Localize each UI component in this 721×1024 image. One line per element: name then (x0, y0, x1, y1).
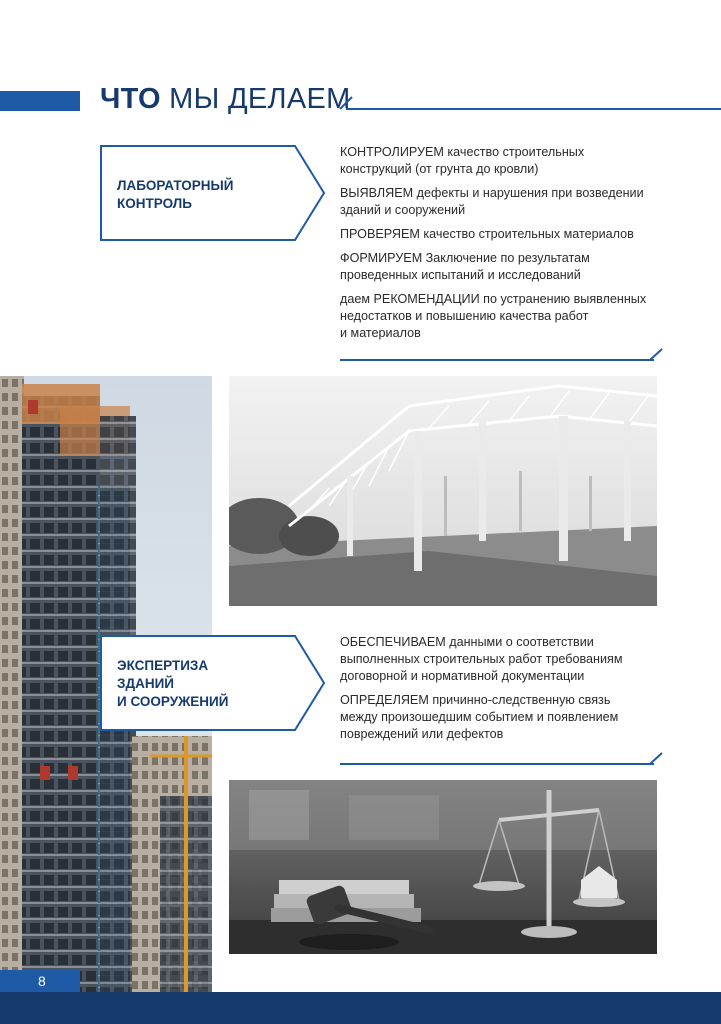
callout-label-line2: ЗДАНИЙ (117, 676, 174, 691)
header-accent-bar (0, 91, 80, 111)
item-line2: недостатков и повышению качества работ (340, 309, 589, 323)
item-lead: ПРОВЕРЯЕМ (340, 227, 420, 241)
list-item (340, 226, 670, 243)
callout-label-line1: ЭКСПЕРТИЗА (117, 658, 209, 673)
item-lead: ВЫЯВЛЯЕМ (340, 186, 414, 200)
expertise-list (340, 634, 670, 750)
list-item (340, 144, 670, 178)
item-line1: данными о соответствии (445, 635, 594, 649)
item-line2: зданий и сооружений (340, 203, 466, 217)
item-lead: ОПРЕДЕЛЯЕМ (340, 693, 429, 707)
item-line3: повреждений или дефектов (340, 727, 504, 741)
gavel-scales-photo (229, 780, 657, 954)
callout-laboratory-control (100, 145, 326, 241)
item-line1: по устранению выявленных (479, 292, 647, 306)
item-line1: качество строительных (443, 145, 585, 159)
item-lead: ФОРМИРУЕМ (340, 251, 423, 265)
callout-building-expertise (100, 635, 326, 731)
list-item (340, 250, 670, 284)
item-line1: Заключение по результатам (422, 251, 590, 265)
item-line2: выполненных строительных работ требованиям (340, 652, 623, 666)
section-rule (340, 348, 665, 362)
item-line1: дефекты и нарушения при возведении (413, 186, 644, 200)
callout-label-line1: ЛАБОРАТОРНЫЙ (117, 178, 234, 193)
item-line1: качество строительных материалов (419, 227, 634, 241)
list-item (340, 185, 670, 219)
item-lead: КОНТРОЛИРУЕМ (340, 145, 444, 159)
footer-bar (0, 992, 721, 1024)
header-rule (336, 96, 721, 112)
item-line3: и материалов (340, 326, 421, 340)
callout-label-line3: И СООРУЖЕНИЙ (117, 694, 229, 709)
page-title-rest: МЫ ДЕЛАЕМ (160, 83, 351, 115)
callout-label-line2: КОНТРОЛЬ (117, 196, 192, 211)
list-item (340, 692, 670, 743)
page-title-bold: ЧТО (100, 83, 161, 115)
list-item (340, 634, 670, 685)
item-lead: ОБЕСПЕЧИВАЕМ (340, 635, 446, 649)
item-line2: конструкций (от грунта до кровли) (340, 162, 539, 176)
item-line3: договорной и нормативной документации (340, 669, 585, 683)
page-title (100, 83, 351, 116)
item-line2: проведенных испытаний и исследований (340, 268, 581, 282)
list-item (340, 291, 670, 342)
section-rule (340, 752, 665, 766)
item-lead: даем РЕКОМЕНДАЦИИ (340, 292, 480, 306)
item-line2: между произошедшим событием и появлением (340, 710, 619, 724)
lab-control-list (340, 144, 670, 349)
item-line1: причинно-следственную связь (428, 693, 611, 707)
steel-frame-construction-photo (229, 376, 657, 606)
page-number: 8 (38, 973, 46, 989)
